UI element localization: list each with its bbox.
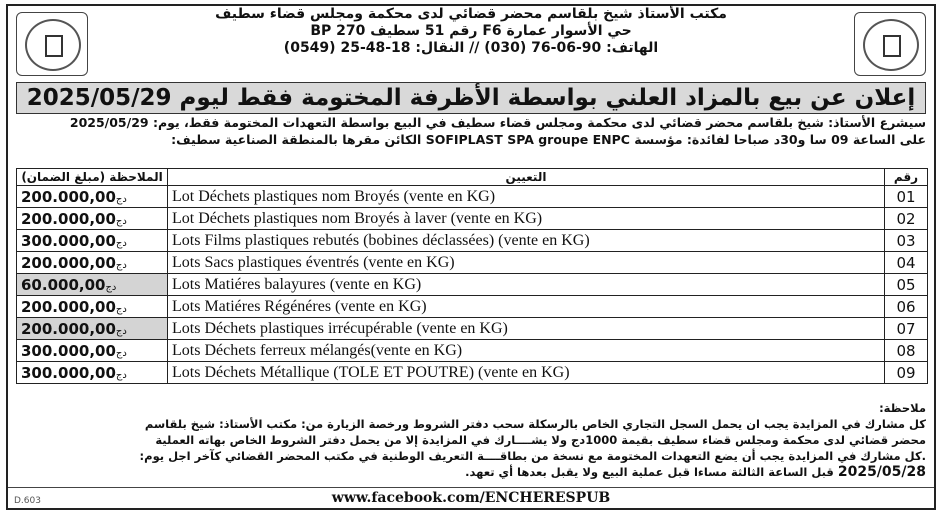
intro-line-1: سيشرع الأستاذ: شيخ بلقاسم محضر قضائي لدى محكمة ومجلس قضاء سطيف في البيع بواسطة التعهدات المختومة فقط، يوم: 2025/05/29	[69, 115, 926, 130]
currency-label: دج	[115, 215, 127, 227]
lot-guarantee	[17, 318, 168, 340]
currency-label: دج	[115, 237, 127, 249]
lot-description: Lot Déchets plastiques nom Broyés à laver (vente en KG)	[168, 208, 885, 230]
table-row	[17, 252, 928, 274]
lot-number: 08	[885, 340, 928, 362]
deadline-date: 2025/05/28	[837, 464, 926, 480]
notes-line-4	[16, 464, 926, 480]
lot-number: 04	[885, 252, 928, 274]
lot-number: 02	[885, 208, 928, 230]
lot-description: Lots Sacs plastiques éventrés (vente en KG)	[168, 252, 885, 274]
notes-line-3: .كل مشارك في المزايدة يجب أن يضع التعهدات المختومة مع نسخة من بطاقــــة التعريف الوطنية في مكتب المحضر القضائي كآخر اجل يوم:	[139, 449, 926, 463]
notes-line-2: محضر قضائي لدى محكمة ومجلس قضاء سطيف بقيمة 1000دج ولا يشــــارك في المزايدة إلا من يحمل دفتر الشروط الخاص بهاته العملية	[155, 433, 926, 447]
lot-guarantee	[17, 186, 168, 208]
announcement-page	[6, 4, 936, 510]
table-row	[17, 296, 928, 318]
table-row	[17, 230, 928, 252]
lot-description: Lots Matiéres balayures (vente en KG)	[168, 274, 885, 296]
lot-price: 200.000,00	[21, 319, 116, 338]
lot-number: 01	[885, 186, 928, 208]
currency-label: دج	[115, 369, 127, 381]
currency-label: دج	[115, 259, 127, 271]
deadline-text: قبل الساعة الثالثة مساءا قبل عملية البيع ولا يقبل بعدها أي تعهد.	[465, 465, 834, 479]
notes-section	[16, 400, 926, 480]
lot-price: 60.000,00	[21, 275, 106, 294]
lot-number: 07	[885, 318, 928, 340]
facebook-link[interactable]: www.facebook.com/ENCHERESPUB	[8, 487, 934, 508]
lot-price: 300.000,00	[21, 363, 116, 382]
office-address: حي الأسوار عمارة F6 رقم 51 سطيف BP 270	[310, 23, 632, 39]
currency-label: دج	[115, 193, 127, 205]
header-price: الملاحظة (مبلغ الضمان)	[17, 169, 168, 186]
seal-logo-right	[854, 12, 926, 76]
lot-guarantee	[17, 296, 168, 318]
lot-description: Lots Films plastiques rebutés (bobines déclassées) (vente en KG)	[168, 230, 885, 252]
table-row	[17, 340, 928, 362]
lot-price: 200.000,00	[21, 187, 116, 206]
lot-guarantee	[17, 230, 168, 252]
lot-price: 300.000,00	[21, 341, 116, 360]
currency-label: دج	[115, 325, 127, 337]
table-row	[17, 208, 928, 230]
seal-logo-left	[16, 12, 88, 76]
lot-guarantee	[17, 208, 168, 230]
intro-line-2: على الساعة 09 سا و30د صباحا لفائدة: مؤسسة SOFIPLAST SPA groupe ENPC الكائن مقرها بالمنطقة الصناعية سطيف:	[171, 132, 926, 147]
reference-code: D.603	[14, 496, 41, 506]
office-header	[98, 6, 844, 57]
lot-description: Lots Déchets ferreux mélangés(vente en KG)	[168, 340, 885, 362]
lot-guarantee	[17, 252, 168, 274]
currency-label: دج	[115, 303, 127, 315]
office-phone: الهاتف: 90-06-76 (030) // النقال: 18-48-25 (0549)	[283, 40, 659, 56]
lot-description: Lots Déchets Métallique (TOLE ET POUTRE) (vente en KG)	[168, 362, 885, 384]
lots-table	[16, 168, 928, 384]
lot-guarantee	[17, 362, 168, 384]
intro-text	[16, 114, 926, 148]
table-header-row	[17, 169, 928, 186]
header-num: رقم	[885, 169, 928, 186]
lot-description: Lot Déchets plastiques nom Broyés (vente en KG)	[168, 186, 885, 208]
lot-price: 200.000,00	[21, 253, 116, 272]
currency-label: دج	[115, 347, 127, 359]
lot-guarantee	[17, 274, 168, 296]
table-row	[17, 274, 928, 296]
lot-guarantee	[17, 340, 168, 362]
announcement-title: إعلان عن بيع بالمزاد العلني بواسطة الأظرفة المختومة فقط ليوم 2025/05/29	[16, 82, 926, 114]
currency-label: دج	[105, 281, 117, 293]
lot-description: Lots Déchets plastiques irrécupérable (vente en KG)	[168, 318, 885, 340]
lot-number: 06	[885, 296, 928, 318]
lot-number: 03	[885, 230, 928, 252]
table-row	[17, 318, 928, 340]
header-desc: التعيين	[168, 169, 885, 186]
lot-number: 09	[885, 362, 928, 384]
table-row	[17, 362, 928, 384]
notes-title: ملاحظة:	[879, 401, 926, 415]
lot-price: 200.000,00	[21, 297, 116, 316]
office-name: مكتب الأستاذ شيخ بلقاسم محضر قضائي لدى محكمة ومجلس قضاء سطيف	[215, 6, 727, 22]
lot-number: 05	[885, 274, 928, 296]
lot-description: Lots Matiéres Régénéres (vente en KG)	[168, 296, 885, 318]
notes-line-1: كل مشارك في المزايدة يجب ان يحمل السجل التجاري الخاص بالرسكلة سحب دفتر الشروط ورخصة الزيارة من: مكتب الأستاذ: شيخ بلقاسم	[144, 417, 926, 431]
lot-price: 200.000,00	[21, 209, 116, 228]
table-row	[17, 186, 928, 208]
lot-price: 300.000,00	[21, 231, 116, 250]
